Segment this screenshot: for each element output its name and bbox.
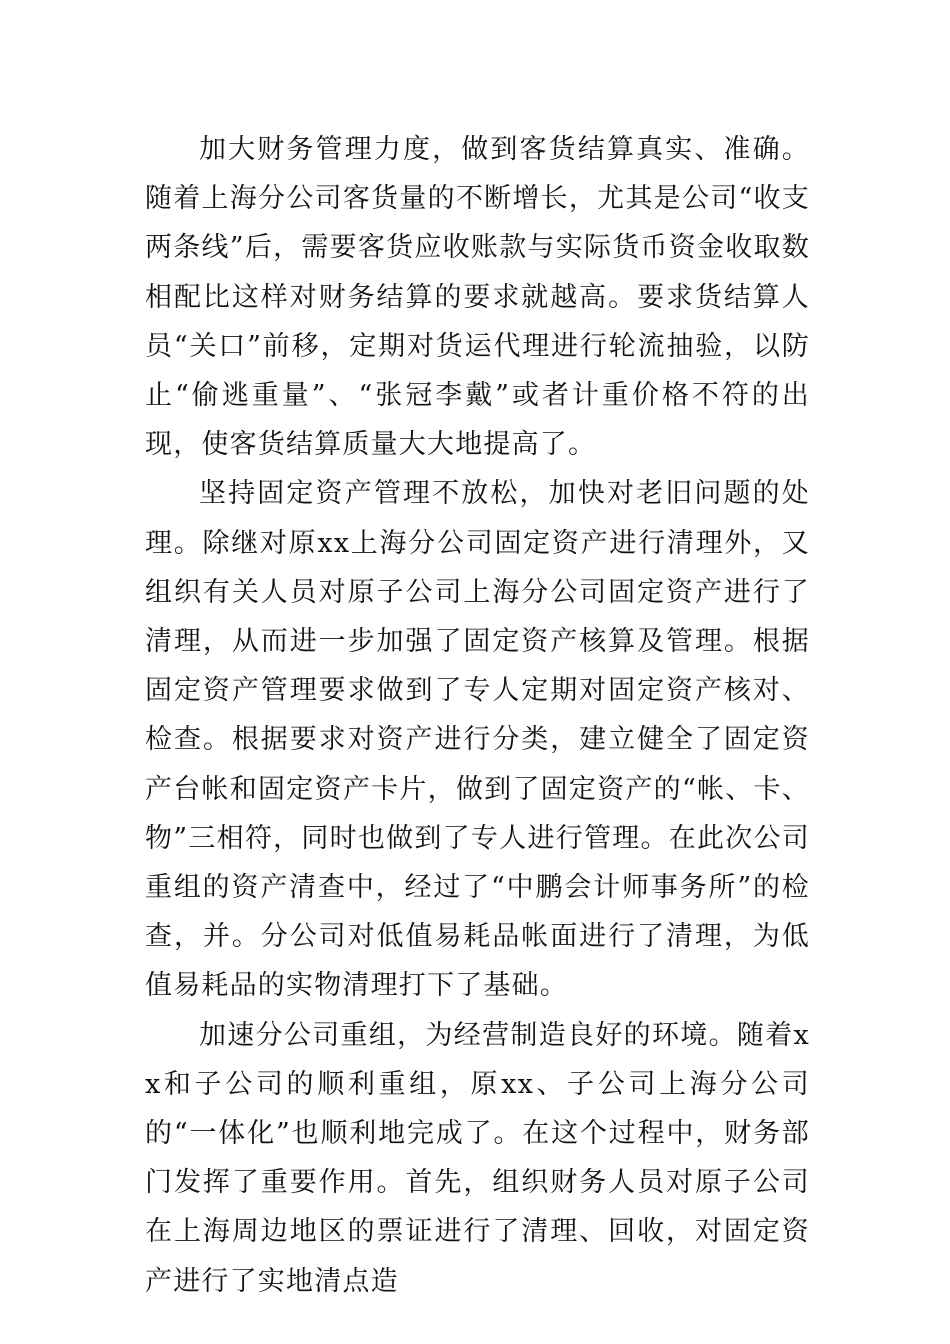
paragraph-branch-reorganization: 加速分公司重组，为经营制造良好的环境。随着xx和子公司的顺利重组，原xx、子公司上海分公司的“一体化”也顺利地完成了。在这个过程中，财务部门发挥了重要作用。首先，组织财务人员对原子公司在上海周边地区的票证进行了清理、回收，对固定资产进行了实地清点造 <box>145 1019 810 1297</box>
document-body <box>145 125 810 1306</box>
paragraph-fixed-assets: 坚持固定资产管理不放松，加快对老旧问题的处理。除继对原xx上海分公司固定资产进行清理外，又组织有关人员对原子公司上海分公司固定资产进行了清理，从而进一步加强了固定资产核算及管理。根据固定资产管理要求做到了专人定期对固定资产核对、检查。根据要求对资产进行分类，建立健全了固定资产台帐和固定资产卡片，做到了固定资产的“帐、卡、物”三相符，同时也做到了专人进行管理。在此次公司重组的资产清查中，经过了“中鹏会计师事务所”的检查，并。分公司对低值易耗品帐面进行了清理，为低值易耗品的实物清理打下了基础。 <box>145 478 810 1002</box>
paragraph-financial-settlement: 加大财务管理力度，做到客货结算真实、准确。随着上海分公司客货量的不断增长，尤其是公司“收支两条线”后，需要客货应收账款与实际货币资金收取数相配比这样对财务结算的要求就越高。要求货结算人员“关口”前移，定期对货运代理进行轮流抽验，以防止“偷逃重量”、“张冠李戴”或者计重价格不符的出现，使客货结算质量大大地提高了。 <box>145 134 810 461</box>
